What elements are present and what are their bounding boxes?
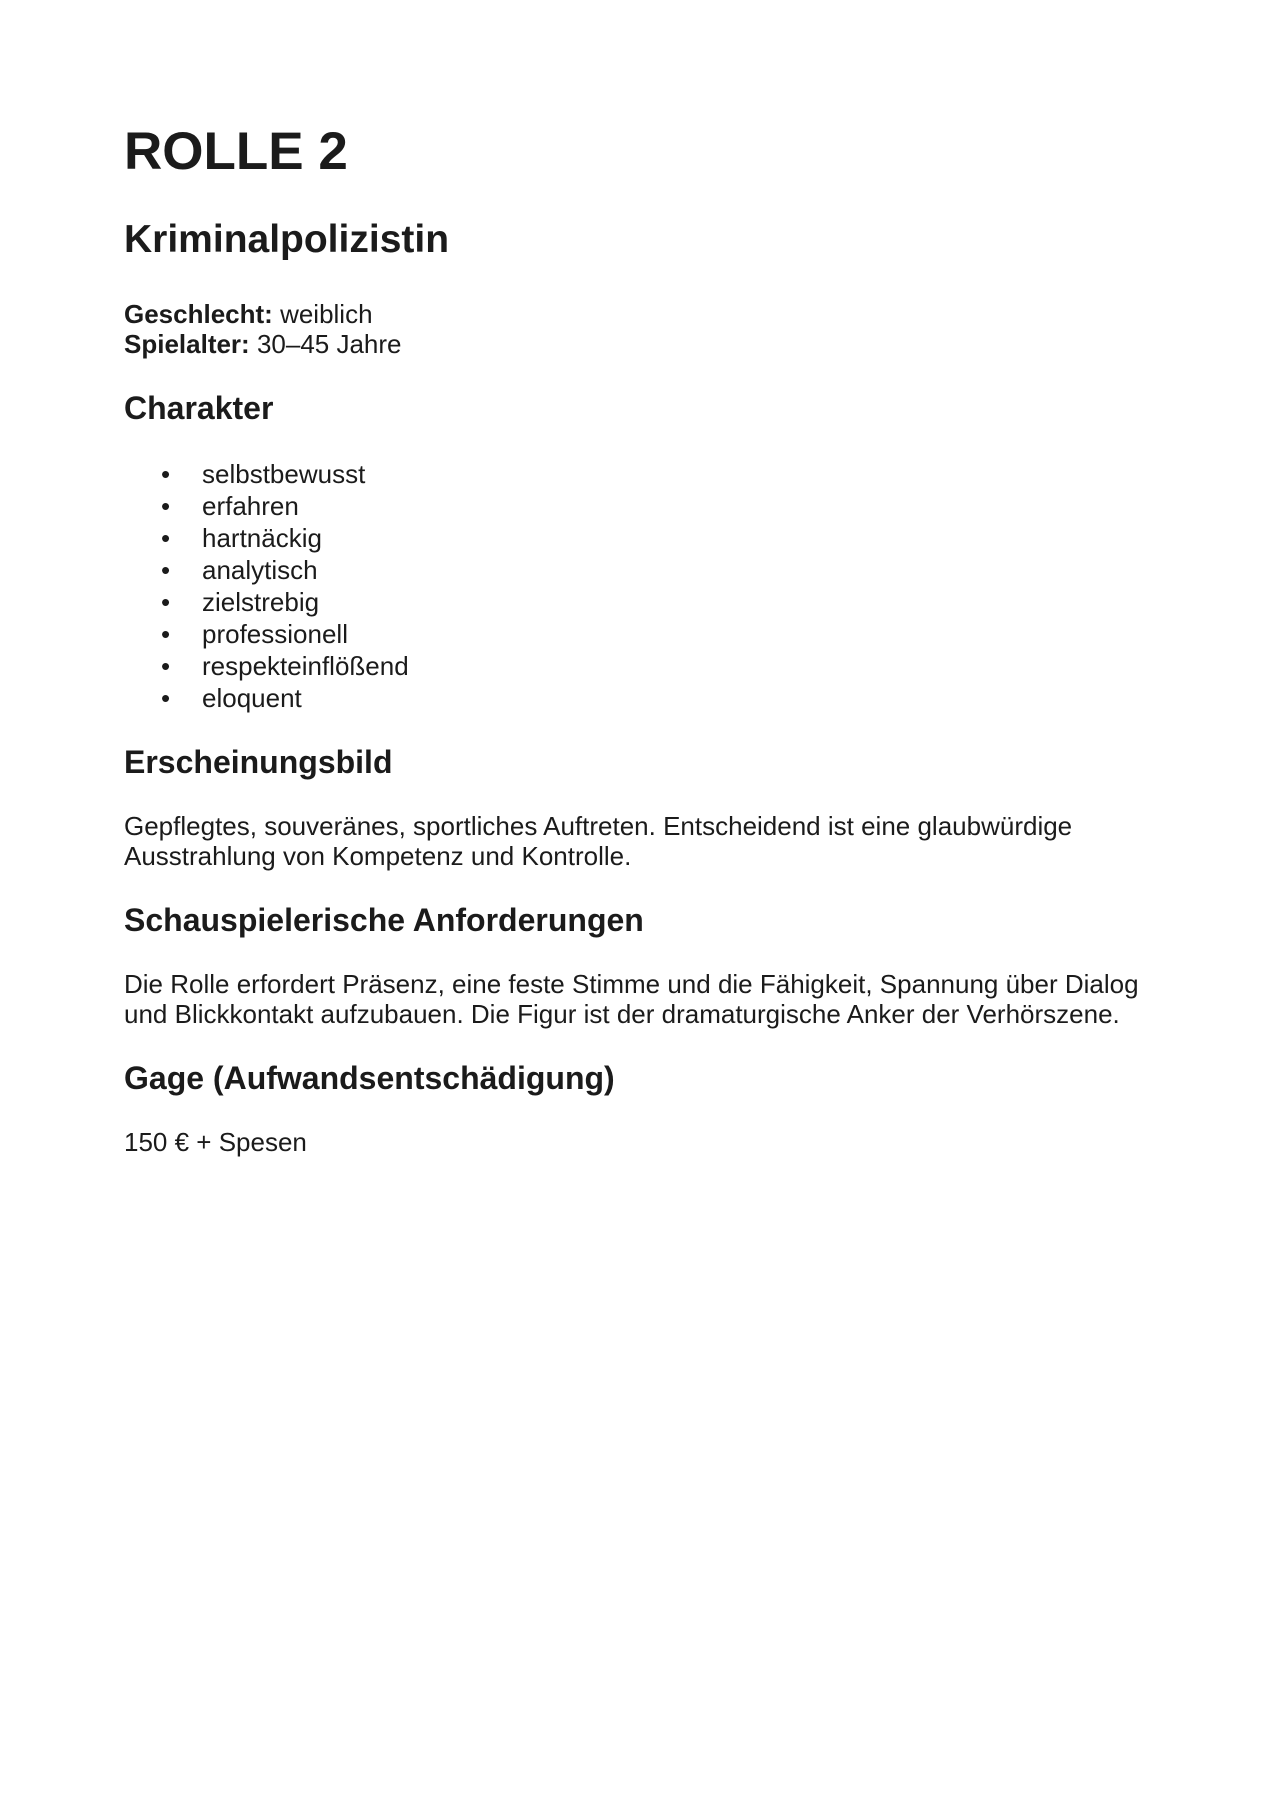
list-item: • professionell — [202, 619, 1144, 649]
list-item: • selbstbewusst — [202, 459, 1144, 489]
trait-list — [124, 459, 1144, 713]
list-item: • erfahren — [202, 491, 1144, 521]
anforderungen-text: Die Rolle erfordert Präsenz, eine feste Stimme und die Fähigkeit, Spannung über Dialog und Blickkontakt aufzubauen. Die Figur ist der dramaturgische Anker der Verhörszene. — [124, 969, 1139, 1029]
list-item: • respekteinflößend — [202, 651, 1144, 681]
section-heading-charakter: Charakter — [124, 390, 274, 426]
list-item: • zielstrebig — [202, 587, 1144, 617]
role-meta — [124, 299, 1144, 359]
geschlecht-label: Geschlecht: — [124, 299, 273, 329]
meta-line-geschlecht — [124, 299, 1144, 329]
role-name: Kriminalpolizistin — [124, 218, 450, 261]
spielalter-label: Spielalter: — [124, 329, 250, 359]
page-title: ROLLE 2 — [124, 122, 348, 181]
section-heading-gage: Gage (Aufwandsentschädigung) — [124, 1060, 615, 1096]
gage-text: 150 € + Spesen — [124, 1127, 307, 1157]
list-item: • eloquent — [202, 683, 1144, 713]
erscheinungsbild-text: Gepflegtes, souveränes, sportliches Auftreten. Entscheidend ist eine glaubwürdige Ausstrahlung von Kompetenz und Kontrolle. — [124, 811, 1073, 871]
spielalter-value: 30–45 Jahre — [256, 329, 402, 359]
list-item: • hartnäckig — [202, 523, 1144, 553]
section-heading-erscheinungsbild: Erscheinungsbild — [124, 744, 393, 780]
meta-line-spielalter — [124, 329, 1144, 359]
list-item: • analytisch — [202, 555, 1144, 585]
geschlecht-value: weiblich — [280, 299, 373, 329]
section-heading-anforderungen: Schauspielerische Anforderungen — [124, 902, 644, 938]
